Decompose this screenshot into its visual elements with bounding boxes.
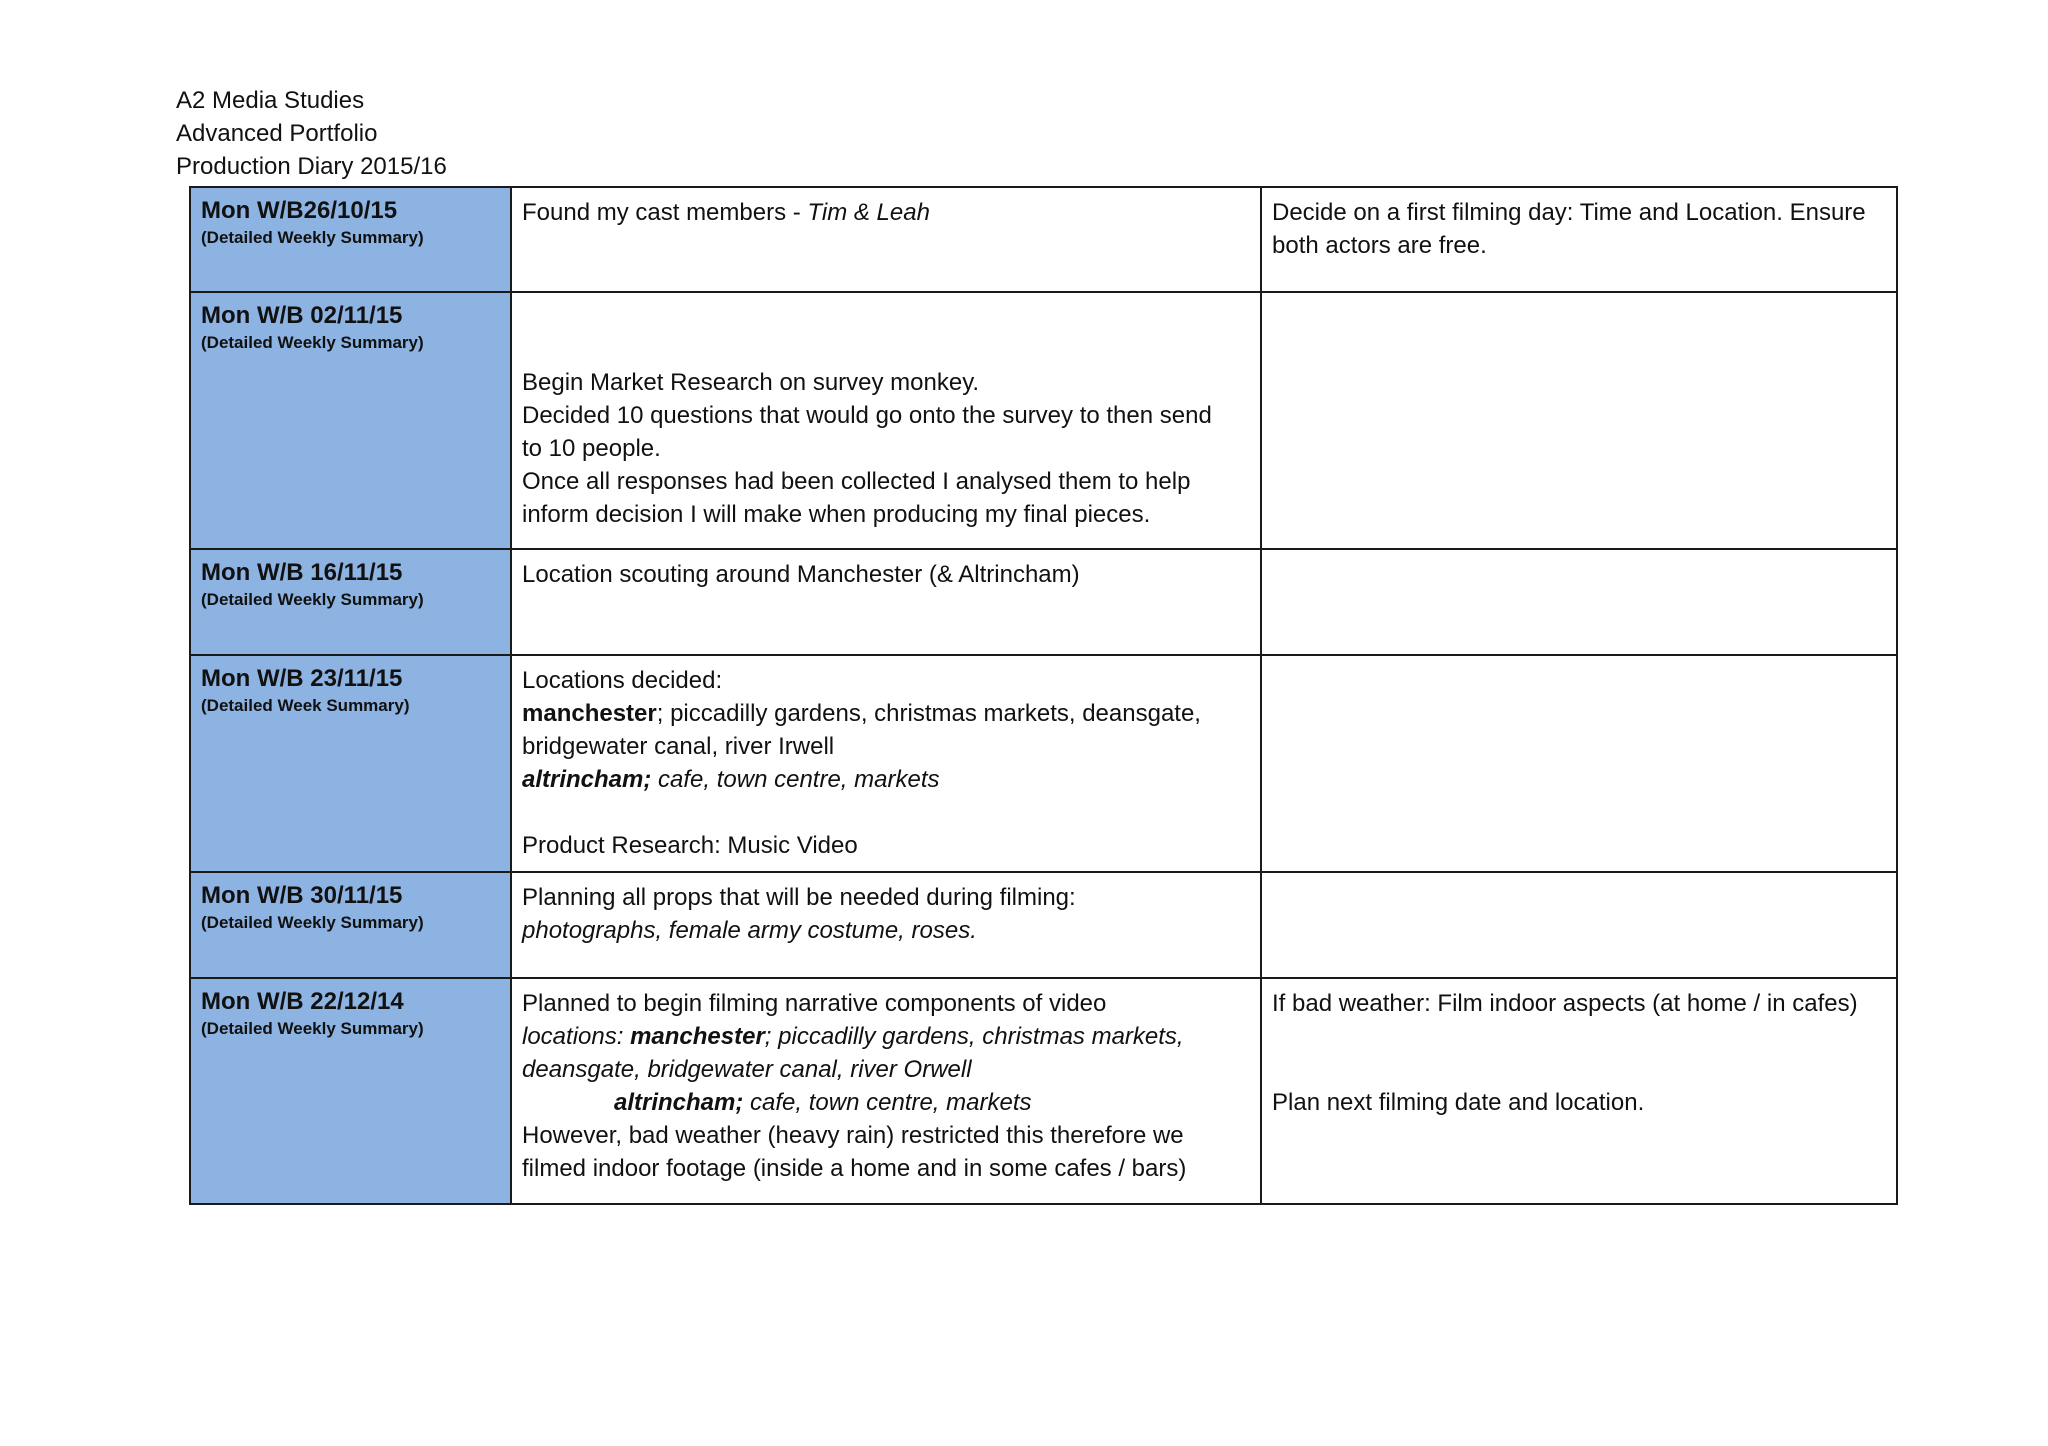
spacer xyxy=(1272,1053,1886,1086)
week-cell xyxy=(190,655,511,872)
location-altrincham: altrincham; xyxy=(522,766,652,793)
table-row xyxy=(190,187,1897,292)
activity-line xyxy=(522,1020,1250,1053)
summary-label: (Detailed Weekly Summary) xyxy=(201,913,424,932)
table-row xyxy=(190,872,1897,978)
activity-line: to 10 people. xyxy=(522,435,661,462)
next-steps-line: both actors are free. xyxy=(1272,232,1487,259)
altrincham-locations: cafe, town centre, markets xyxy=(743,1089,1032,1116)
activity-cell xyxy=(511,187,1261,292)
production-diary-table xyxy=(189,186,1898,1205)
activity-line: bridgewater canal, river Irwell xyxy=(522,733,835,760)
week-cell xyxy=(190,872,511,978)
summary-label: (Detailed Weekly Summary) xyxy=(201,1019,424,1038)
next-steps-cell xyxy=(1261,187,1897,292)
activity-line: However, bad weather (heavy rain) restricted this therefore we xyxy=(522,1122,1184,1149)
activity-line: inform decision I will make when producing my final pieces. xyxy=(522,501,1151,528)
next-steps-cell xyxy=(1261,292,1897,549)
next-steps-cell xyxy=(1261,655,1897,872)
summary-label: (Detailed Week Summary) xyxy=(201,696,410,715)
activity-line: Planned to begin filming narrative components of video xyxy=(522,990,1107,1017)
location-manchester: manchester xyxy=(630,1023,765,1050)
next-steps-line: Decide on a first filming day: Time and Location. Ensure xyxy=(1272,199,1866,226)
week-cell xyxy=(190,187,511,292)
activity-cell xyxy=(511,655,1261,872)
week-cell xyxy=(190,292,511,549)
table-row xyxy=(190,978,1897,1204)
altrincham-locations: cafe, town centre, markets xyxy=(651,766,940,793)
spacer xyxy=(522,796,1250,829)
locations-label: locations: xyxy=(522,1023,631,1050)
manchester-locations: ; piccadilly gardens, christmas markets, xyxy=(764,1023,1184,1050)
activity-line: Planning all props that will be needed during filming: xyxy=(522,884,1076,911)
week-date: Mon W/B 02/11/15 xyxy=(201,302,403,329)
next-steps-cell xyxy=(1261,549,1897,655)
activity-cell xyxy=(511,978,1261,1204)
activity-line: Location scouting around Manchester (& Altrincham) xyxy=(522,561,1080,588)
manchester-locations: ; piccadilly gardens, christmas markets, deansgate, xyxy=(656,700,1201,727)
week-date: Mon W/B 22/12/14 xyxy=(201,988,404,1015)
spacer xyxy=(1272,1020,1886,1053)
week-cell xyxy=(190,978,511,1204)
activity-line xyxy=(522,697,1250,730)
activity-line: filmed indoor footage (inside a home and in some cafes / bars) xyxy=(522,1155,1187,1182)
summary-label: (Detailed Weekly Summary) xyxy=(201,228,424,247)
table-row xyxy=(190,292,1897,549)
summary-label: (Detailed Weekly Summary) xyxy=(201,333,424,352)
activity-line: Locations decided: xyxy=(522,667,723,694)
document-header xyxy=(176,84,447,183)
activity-cell xyxy=(511,292,1261,549)
week-date: Mon W/B 16/11/15 xyxy=(201,559,403,586)
portfolio-title: Advanced Portfolio xyxy=(176,120,378,147)
activity-line: deansgate, bridgewater canal, river Orwell xyxy=(522,1056,972,1083)
activity-cell xyxy=(511,872,1261,978)
table-row xyxy=(190,655,1897,872)
course-title: A2 Media Studies xyxy=(176,87,365,114)
summary-label: (Detailed Weekly Summary) xyxy=(201,590,424,609)
cast-names: Tim & Leah xyxy=(807,199,930,226)
location-manchester: manchester xyxy=(522,700,657,727)
activity-text-prefix: Found my cast members - xyxy=(522,199,808,226)
next-steps-line: Plan next filming date and location. xyxy=(1272,1089,1645,1116)
location-altrincham: altrincham; xyxy=(614,1089,744,1116)
next-steps-cell xyxy=(1261,872,1897,978)
next-steps-line: If bad weather: Film indoor aspects (at home / in cafes) xyxy=(1272,990,1858,1017)
week-cell xyxy=(190,549,511,655)
next-steps-cell xyxy=(1261,978,1897,1204)
activity-line: Begin Market Research on survey monkey. xyxy=(522,369,980,396)
activity-line: Once all responses had been collected I analysed them to help xyxy=(522,468,1191,495)
diary-title: Production Diary 2015/16 xyxy=(176,153,447,180)
week-date: Mon W/B26/10/15 xyxy=(201,197,398,224)
activity-cell xyxy=(511,549,1261,655)
activity-line: Decided 10 questions that would go onto the survey to then send xyxy=(522,402,1212,429)
activity-line xyxy=(522,763,1250,796)
activity-line: Product Research: Music Video xyxy=(522,832,858,859)
activity-line xyxy=(522,1086,1250,1119)
week-date: Mon W/B 30/11/15 xyxy=(201,882,403,909)
props-list: photographs, female army costume, roses. xyxy=(522,917,977,944)
week-date: Mon W/B 23/11/15 xyxy=(201,665,403,692)
activity-text xyxy=(522,196,1250,229)
table-row xyxy=(190,549,1897,655)
